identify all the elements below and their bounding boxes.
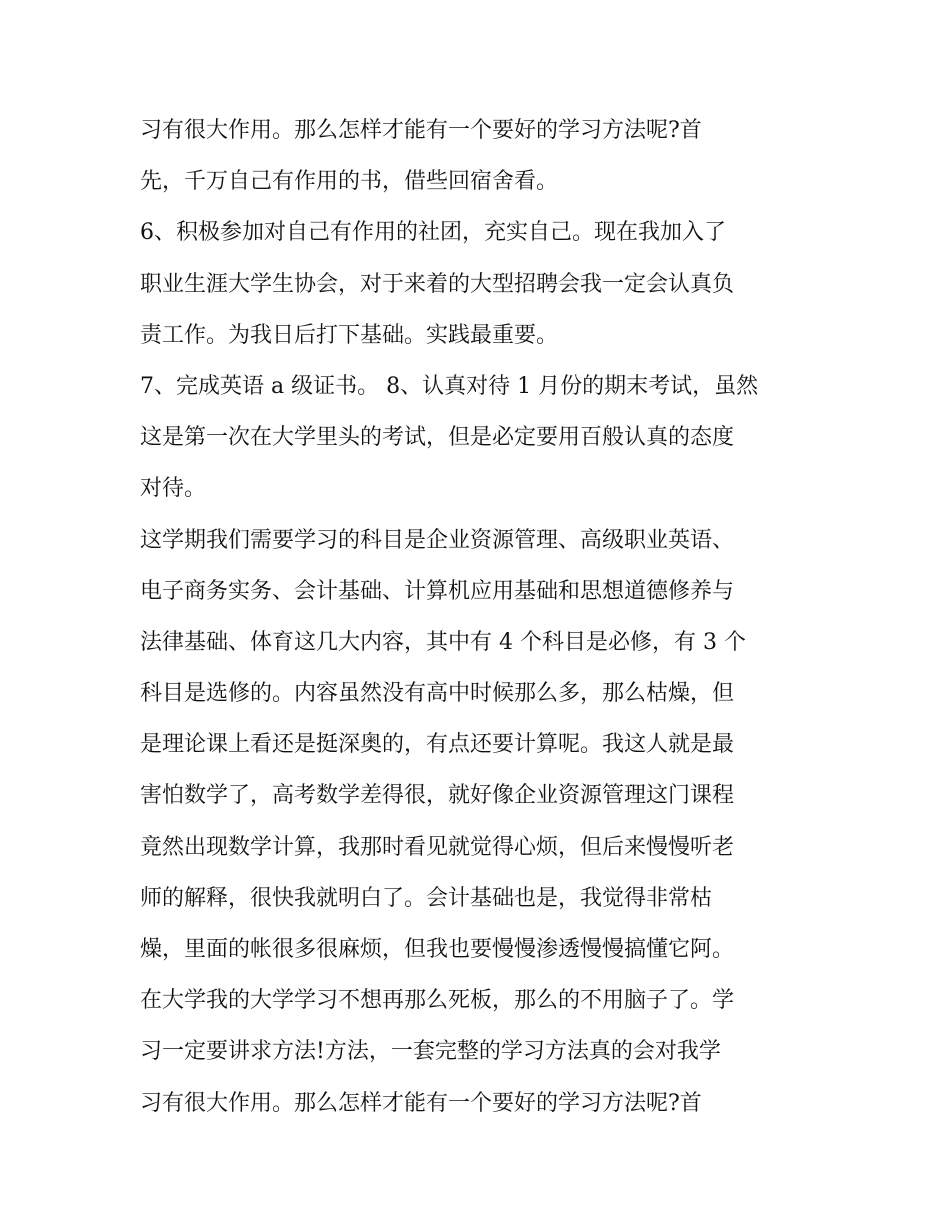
text-line-13: 是理论课上看还是挺深奥的，有点还要计算呢。我这人就是最 (140, 732, 735, 758)
text-line-19: 习一定要讲求方法!方法，一套完整的学习方法真的会对我学 (140, 1039, 721, 1065)
text-line-20: 习有很大作用。那么怎样才能有一个要好的学习方法呢?首 (140, 1090, 702, 1116)
body-text (140, 105, 820, 1129)
text-line-18: 在大学我的大学学习不想再那么死板，那么的不用脑子了。学 (140, 988, 735, 1014)
text-line-10: 电子商务实务、会计基础、计算机应用基础和思想道德修养与 (140, 578, 735, 604)
text-line-9: 这学期我们需要学习的科目是企业资源管理、高级职业英语、 (140, 527, 735, 553)
text-line-6: 7、完成英语 a 级证书。 8、认真对待 1 月份的期末考试，虽然 (140, 373, 759, 399)
text-line-8: 对待。 (140, 476, 207, 502)
text-line-5: 责工作。为我日后打下基础。实践最重要。 (140, 322, 559, 348)
text-line-7: 这是第一次在大学里头的考试，但是必定要用百般认真的态度 (140, 425, 735, 451)
text-line-16: 师的解释，很快我就明白了。会计基础也是，我觉得非常枯 (140, 885, 713, 911)
text-line-11: 法律基础、体育这几大内容，其中有 4 个科目是必修，有 3 个 (140, 629, 746, 655)
text-line-15: 竟然出现数学计算，我那时看见就觉得心烦，但后来慢慢听老 (140, 834, 735, 860)
text-line-1: 习有很大作用。那么怎样才能有一个要好的学习方法呢?首 (140, 118, 702, 143)
text-line-4: 职业生涯大学生协会，对于来着的大型招聘会我一定会认真负 (140, 271, 735, 297)
text-line-17: 燥，里面的帐很多很麻烦，但我也要慢慢渗透慢慢搞懂它阿。 (140, 937, 735, 962)
text-line-14: 害怕数学了，高考数学差得很，就好像企业资源管理这门课程 (140, 783, 735, 809)
text-line-3: 6、积极参加对自己有作用的社团，充实自己。现在我加入了 (140, 220, 726, 246)
text-line-2: 先，千万自己有作用的书，借些回宿舍看。 (140, 169, 559, 195)
text-line-12: 科目是选修的。内容虽然没有高中时候那么多，那么枯燥，但 (140, 681, 735, 707)
